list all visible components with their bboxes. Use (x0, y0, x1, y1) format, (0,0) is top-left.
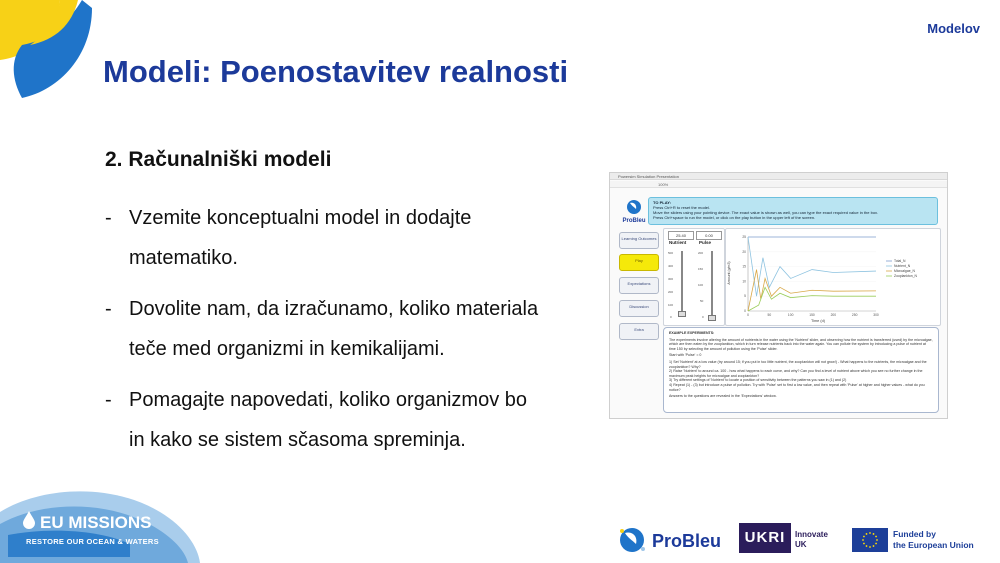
experiment-step: 3) Try different settings of 'Nutrient' to locate a position of sensitivity between the patterns you saw in (1) and (2) (669, 378, 847, 383)
bullet-dash: - (105, 389, 112, 411)
nutrient-slider-track[interactable] (681, 251, 683, 317)
eu-star (875, 543, 877, 545)
x-tick-label: 250 (851, 313, 858, 317)
extra-button[interactable]: Extra (619, 323, 659, 340)
zoom-level[interactable]: 100% (658, 182, 669, 187)
slider-panel (663, 228, 725, 326)
deck-section-tag: Modelov (927, 21, 980, 36)
x-tick-label: 200 (830, 313, 837, 317)
instructions-panel (648, 197, 938, 225)
instructions-line: Press Ctrl+R to reset the model. (653, 205, 711, 210)
experiment-step: 2) Raise 'Nutrient' to around ca. 100 - how what happens to each curve, and why? Can you find a level of nutrient above which you see no further change in the maximum peak heights for microalgae and zooplankton? (669, 369, 923, 378)
eu-star (863, 536, 865, 538)
eu-star (862, 539, 864, 541)
legend-entry: Total_N (894, 259, 906, 264)
pulse-value-input[interactable]: 0.00 (696, 231, 722, 240)
experiments-heading: EXAMPLE EXPERIMENTS: (669, 331, 715, 335)
x-tick-label: 50 (767, 313, 772, 317)
window-toolbar (610, 181, 947, 188)
probleu-logo (622, 198, 646, 226)
pulse-tick-label: 50 (700, 299, 704, 303)
eu-star (875, 536, 877, 538)
nutrient-tick-label: 100 (668, 303, 674, 307)
experiment-step: 1) Set 'Nutrient' at a low value (try around 15; if you put in too little nutrient, the zooplankton will not grow!) - What happens to the nutrients, the microalgae and the zooplankton? Why? (669, 359, 927, 369)
bullet-item (105, 289, 605, 369)
nutrient-tick-label: 300 (668, 277, 674, 281)
y-tick-label: 5 (744, 294, 746, 299)
simulation-screenshot (609, 172, 948, 419)
nutrient-slider-handle[interactable] (678, 311, 686, 317)
instructions-line: Press Ctrl+space to run the model, or click on the play button in the upper left of the screen. (653, 215, 816, 220)
legend-entry: Nutrient_N (894, 264, 911, 269)
nutrient-tick-label: 0 (670, 315, 672, 319)
simulation-chart (725, 228, 941, 326)
legend-entry: Zooplankton_N (894, 274, 917, 279)
eu-missions-drop-icon (22, 510, 36, 530)
eu-star (866, 533, 868, 535)
eu-star (873, 533, 875, 535)
eu-star (869, 532, 871, 534)
bullet-line: Vzemite konceptualni model in dodajte (129, 207, 472, 229)
learning-outcomes-button[interactable]: Learning Outcomes (619, 232, 659, 249)
probleu-footer-name: ProBleu (652, 531, 722, 551)
experiments-intro: The experiments involve altering the amount of nutrients in the water using the 'Nutrient' slider, and observing how the nutrient is transferred (used) by the microalgae, which are then eaten by the zooplankton, which in turn release nutrients back into the water again. You can pollute the system by introducing a pulse of nutrient at time 150 by selecting the amount of pollution using the 'Pulse' slider. (669, 337, 933, 351)
instructions-heading: TO PLAY: (653, 200, 671, 205)
bullet-item (105, 198, 605, 278)
experiments-panel (663, 327, 939, 413)
play-button[interactable]: Play (619, 254, 659, 271)
innovate-uk-label (795, 530, 828, 550)
pulse-tick-label: 100 (698, 283, 704, 287)
y-tick-label: 10 (742, 279, 746, 284)
bullet-line: Dovolite nam, da izračunamo, koliko materiala (129, 298, 539, 320)
bullet-line: teče med organizmi in kemikalijami. (129, 338, 445, 360)
probleu-footer-icon (616, 525, 648, 555)
bullet-list (105, 198, 605, 471)
innovate-uk-line: Innovate (795, 530, 828, 539)
y-tick-label: 15 (742, 264, 746, 269)
y-tick-label: 20 (742, 249, 746, 254)
nutrient-tick-label: 400 (668, 264, 674, 268)
bullet-line: Pomagajte napovedati, koliko organizmov bo (129, 389, 528, 411)
x-tick-label: 300 (873, 313, 879, 317)
chart-svg (726, 229, 940, 325)
bullet-item (105, 380, 605, 460)
x-tick-label: 0 (747, 313, 749, 317)
slide-title: Modeli: Poenostavitev realnosti (103, 54, 569, 89)
probleu-corner-logo (0, 0, 100, 100)
eu-star (869, 546, 871, 548)
probleu-logo-text: ProBleu (622, 218, 646, 224)
experiments-footer: Answers to the questions are revealed in the 'Expectations' window. (669, 394, 777, 399)
pulse-slider-handle[interactable] (708, 315, 716, 321)
eu-star (863, 543, 865, 545)
eu-missions-title: EU MISSIONS (40, 513, 152, 532)
section-heading: 2. Računalniški modeli (105, 148, 332, 171)
x-tick-label: 150 (809, 313, 815, 317)
eu-flag-icon (852, 528, 888, 552)
discussion-button[interactable]: Discussion (619, 300, 659, 317)
pulse-tick-label: 0 (702, 315, 704, 319)
bullet-dash: - (105, 298, 112, 320)
probleu-mark-icon (622, 198, 646, 216)
nutrient-value-input[interactable]: 25.40 (668, 231, 694, 240)
eu-missions-subtitle: RESTORE OUR OCEAN & WATERS (26, 537, 159, 546)
experiments-start: Start with 'Pulse' = 0 (669, 353, 702, 358)
legend-entry: Microalgae_N (894, 269, 915, 274)
instructions-line: Move the sliders using your pointing device. The exact value is shown as well, you can type the exact required value in the box. (653, 210, 879, 215)
pulse-tick-label: 200 (698, 251, 704, 255)
eu-star (866, 545, 868, 547)
eu-funding-label (893, 529, 974, 551)
x-tick-label: 100 (787, 313, 794, 317)
eu-funding-line: the European Union (893, 540, 974, 550)
eu-star (873, 545, 875, 547)
nutrient-tick-label: 500 (668, 251, 674, 255)
y-tick-label: 0 (744, 309, 746, 313)
expectations-button[interactable]: Expectations (619, 277, 659, 294)
nutrient-tick-label: 200 (668, 290, 674, 294)
bullet-dash: - (105, 207, 112, 229)
eu-stars-icon (852, 528, 888, 552)
experiment-step: 4) Repeat (1) - (3) but introduce a pulse of pollution. Try with 'Pulse' set to first a low value, and then repeat with 'Pulse' at higher and higher values - what do you notice? (669, 382, 925, 392)
eu-funding-line: Funded by (893, 529, 936, 539)
pulse-slider-label: Pulse (699, 240, 712, 245)
nutrient-slider-label: Nutrient (669, 240, 687, 245)
x-axis-label: Time (d) (811, 319, 825, 323)
y-axis-label: Amount (g/m3) (727, 261, 731, 285)
pulse-slider-track[interactable] (711, 251, 713, 317)
bullet-line: in kako se sistem sčasoma spreminja. (129, 429, 466, 451)
eu-star (876, 539, 878, 541)
y-tick-label: 25 (742, 235, 746, 239)
innovate-uk-line: UK (795, 540, 807, 549)
ukri-logo: UKRI (739, 523, 791, 553)
pulse-tick-label: 150 (698, 267, 704, 271)
window-titlebar: Powersim Simulation Presentation (610, 173, 947, 180)
bullet-line: matematiko. (129, 247, 238, 269)
